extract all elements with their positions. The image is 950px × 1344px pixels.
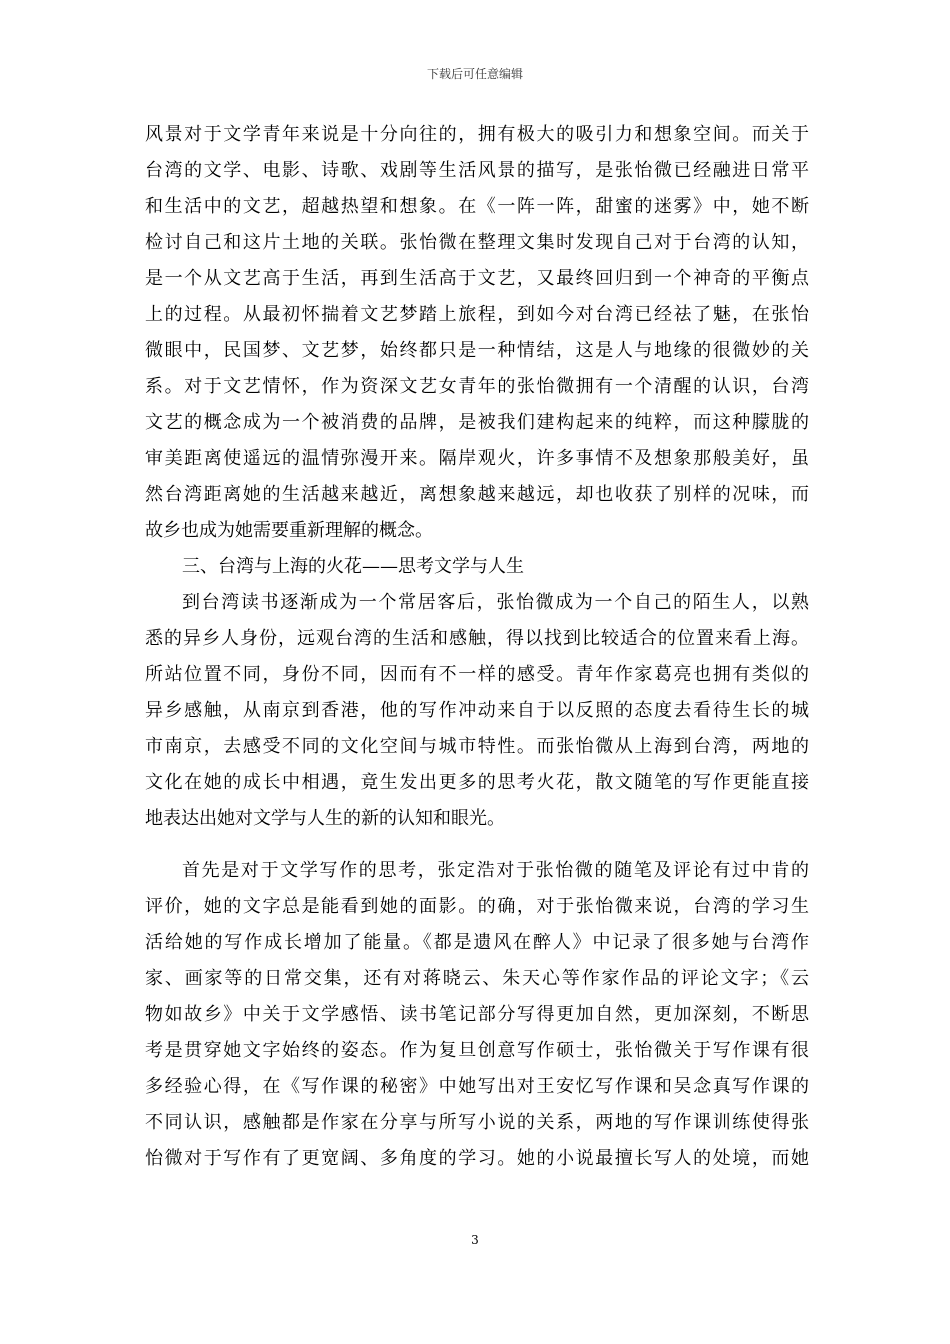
- text-line: 和生活中的文艺，超越热望和想象。在《一阵一阵，甜蜜的迷雾》中，她不断: [145, 196, 809, 217]
- text-line: 文艺的概念成为一个被消费的品牌，是被我们建构起来的纯粹，而这种朦胧的: [145, 412, 809, 433]
- text-line: 物如故乡》中关于文学感悟、读书笔记部分写得更加自然，更加深刻，不断思: [145, 1004, 809, 1025]
- text-line: 风景对于文学青年来说是十分向往的，拥有极大的吸引力和想象空间。而关于: [145, 124, 809, 145]
- text-line: 地表达出她对文学与人生的新的认知和眼光。: [145, 808, 505, 829]
- text-line: 然台湾距离她的生活越来越近，离想象越来越远，却也收获了别样的况味，而: [145, 484, 809, 505]
- text-line: 是一个从文艺高于生活，再到生活高于文艺，又最终回归到一个神奇的平衡点: [145, 268, 809, 289]
- page-number: 3: [471, 1233, 479, 1247]
- text-line: 文化在她的成长中相遇，竟生发出更多的思考火花，散文随笔的写作更能直接: [145, 772, 809, 793]
- text-line: 故乡也成为她需要重新理解的概念。: [145, 520, 433, 541]
- text-line: 不同认识，感触都是作家在分享与所写小说的关系，两地的写作课训练使得张: [145, 1112, 809, 1133]
- page-header: 下载后可任意编辑: [426, 67, 523, 81]
- text-line: 考是贯穿她文字始终的姿态。作为复旦创意写作硕士，张怡微关于写作课有很: [145, 1040, 809, 1061]
- text-line: 评价，她的文字总是能看到她的面影。的确，对于张怡微来说，台湾的学习生: [145, 896, 809, 917]
- text-line: 市南京，去感受不同的文化空间与城市特性。而张怡微从上海到台湾，两地的: [145, 736, 809, 757]
- text-line: 家、画家等的日常交集，还有对蒋晓云、朱天心等作家作品的评论文字；《云: [145, 968, 809, 989]
- text-line: 悉的异乡人身份，远观台湾的生活和感触，得以找到比较适合的位置来看上海。: [145, 628, 809, 649]
- paragraph-gap: [145, 837, 809, 853]
- text-line: 检讨自己和这片土地的关联。张怡微在整理文集时发现自己对于台湾的认知，: [145, 232, 809, 253]
- text-line: 系。对于文艺情怀，作为资深文艺女青年的张怡微拥有一个清醒的认识，台湾: [145, 376, 809, 397]
- text-line: 异乡感触，从南京到香港，他的写作冲动来自于以反照的态度去看待生长的城: [145, 700, 809, 721]
- text-line: 活给她的写作成长增加了能量。《都是遗风在醉人》中记录了很多她与台湾作: [145, 932, 809, 953]
- text-line: 怡微对于写作有了更宽阔、多角度的学习。她的小说最擅长写人的处境，而她: [145, 1148, 809, 1169]
- document-body: [145, 117, 809, 1177]
- text-line: 审美距离使遥远的温情弥漫开来。隔岸观火，许多事情不及想象那般美好，虽: [145, 448, 809, 469]
- text-line: 上的过程。从最初怀揣着文艺梦踏上旅程，到如今对台湾已经祛了魅，在张怡: [145, 304, 809, 325]
- text-line: 台湾的文学、电影、诗歌、戏剧等生活风景的描写，是张怡微已经融进日常平: [145, 160, 809, 181]
- text-line: 微眼中，民国梦、文艺梦，始终都只是一种情结，这是人与地缘的很微妙的关: [145, 340, 809, 361]
- text-line: 所站位置不同，身份不同，因而有不一样的感受。青年作家葛亮也拥有类似的: [145, 664, 809, 685]
- text-line: 多经验心得，在《写作课的秘密》中她写出对王安忆写作课和吴念真写作课的: [145, 1076, 809, 1097]
- text-line: 到台湾读书逐渐成为一个常居客后，张怡微成为一个自己的陌生人，以熟: [182, 592, 809, 613]
- section-heading: 三、台湾与上海的火花——思考文学与人生: [182, 556, 524, 577]
- text-line: 首先是对于文学写作的思考，张定浩对于张怡微的随笔及评论有过中肯的: [182, 860, 809, 881]
